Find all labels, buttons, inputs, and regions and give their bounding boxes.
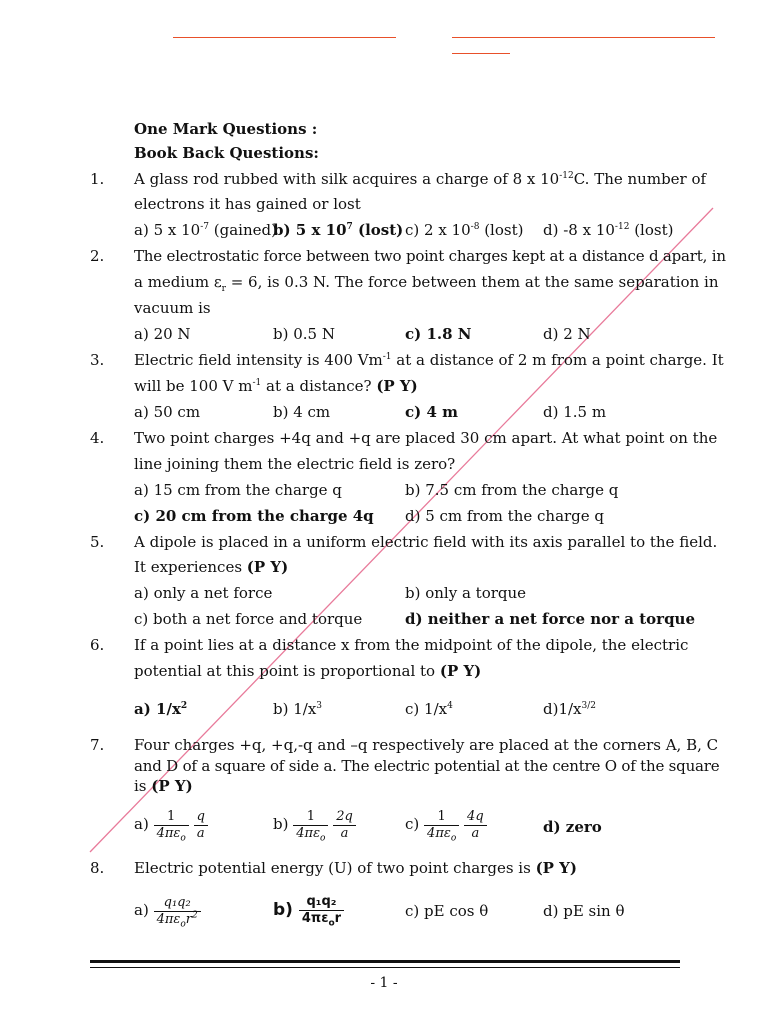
question-number: 8. — [90, 859, 105, 877]
option-a: a) 15 cm from the charge q — [134, 481, 342, 499]
option-c: c) pE cos θ — [405, 902, 489, 920]
question-6-text-cont: potential at this point is proportional to (P Y) — [134, 662, 482, 680]
question-number: 6. — [90, 636, 105, 654]
footer-rule-thin — [90, 967, 680, 968]
fraction: $\frac{1}{4\pi\varepsilon_o}$ — [154, 809, 189, 842]
question-8-text: Electric potential energy (U) of two point charges is (P Y) — [134, 859, 577, 877]
option-b: b) 4 cm — [273, 403, 331, 421]
question-1-text: A glass rod rubbed with silk acquires a charge of 8 x $10^{-12}C$. The number of — [134, 170, 707, 188]
question-1-text-cont: electrons it has gained or lost — [134, 195, 361, 213]
question-number: 4. — [90, 429, 105, 447]
fraction: $\frac{2q}{a}$ — [333, 809, 356, 842]
option-d: d) -8 x $10^{-12}$ (lost) — [543, 221, 674, 239]
question-4-text-cont: line joining them the electric field is zero? — [134, 455, 456, 473]
question-2-text: The electrostatic force between two point charges kept at a distance d apart, in — [134, 247, 726, 265]
option-d: d) 5 cm from the charge q — [405, 507, 605, 525]
option-c: c) 2 x $10^{-8}$ (lost) — [405, 221, 524, 239]
option-a: a) 20 N — [134, 325, 191, 343]
option-d-answer: d) neither a net force nor a torque — [405, 610, 696, 628]
option-b-answer: b) 5 x $10^7$ (lost) — [273, 221, 404, 239]
question-7-text-cont: and D of a square of side a. The electric potential at the centre O of the square — [134, 757, 720, 775]
option-c: c) $\frac{1}{4\pi\varepsilon_o}$ $\frac{4q}{a}$ — [405, 804, 487, 844]
question-5-text-cont: It experiences (P Y) — [134, 558, 289, 576]
question-7-text-cont: is (P Y) — [134, 777, 193, 795]
option-a: a) only a net force — [134, 584, 273, 602]
option-a: a) $\frac{1}{4\pi\varepsilon_o}$ $\frac{q}{a}$ — [134, 804, 208, 844]
option-b-answer: b) $\frac{\text{q₁q₂}}{4\pi\varepsilon_or}$ — [273, 888, 344, 932]
option-d: d) pE sin θ — [543, 902, 625, 920]
question-6-text: If a point lies at a distance x from the midpoint of the dipole, the electric — [134, 636, 689, 654]
option-b: b) 0.5 N — [273, 325, 335, 343]
page-number: - 1 - — [370, 975, 398, 991]
question-number: 3. — [90, 351, 105, 369]
question-number: 2. — [90, 247, 105, 265]
option-b: b) $\frac{1}{4\pi\varepsilon_o}$ $\frac{2q}{a}$ — [273, 804, 356, 844]
option-b: b) $1/x^3$ — [273, 700, 323, 718]
question-number: 1. — [90, 170, 105, 188]
option-c: c) $1/x^4$ — [405, 700, 453, 718]
question-3-text-cont: will be 100 V $m^{-1}$ at a distance? (P Y) — [134, 377, 418, 395]
fraction: $\frac{4q}{a}$ — [464, 809, 487, 842]
option-d: $d)1/x^{3/2}$ — [543, 700, 596, 718]
question-number: 7. — [90, 736, 105, 754]
section-title: One Mark Questions : — [134, 120, 318, 138]
question-3-text: Electric field intensity is 400 $Vm^{-1}$ at a distance of 2 m from a point charge. It — [134, 351, 724, 369]
option-a: a) $\frac{\text{q₁q₂}}{4\pi\varepsilon_or^2}$ — [134, 888, 201, 932]
option-d-answer: d) zero — [543, 818, 602, 836]
section-subtitle: Book Back Questions: — [134, 144, 319, 162]
fraction: $\frac{\text{q₁q₂}}{4\pi\varepsilon_or}$ — [299, 894, 344, 927]
option-b: b) 7.5 cm from the charge q — [405, 481, 619, 499]
option-d: d) 1.5 m — [543, 403, 607, 421]
question-5-text: A dipole is placed in a uniform electric field with its axis parallel to the field. — [134, 533, 718, 551]
option-c-answer: c) 20 cm from the charge 4q — [134, 507, 374, 525]
option-c-answer: c) 4 m — [405, 403, 458, 421]
footer-rule-thick — [90, 960, 680, 963]
fraction: $\frac{\text{q₁q₂}}{4\pi\varepsilon_or^2}$ — [154, 895, 201, 928]
fraction: $\frac{1}{4\pi\varepsilon_o}$ — [293, 809, 328, 842]
question-7-text: Four charges +q, +q,-q and –q respectively are placed at the corners A, B, C — [134, 736, 719, 754]
option-d: d) 2 N — [543, 325, 591, 343]
question-number: 5. — [90, 533, 105, 551]
option-b: b) only a torque — [405, 584, 527, 602]
option-c-answer: c) 1.8 N — [405, 325, 472, 343]
question-4-text: Two point charges +4q and +q are placed 30 cm apart. At what point on the — [134, 429, 718, 447]
fraction: $\frac{1}{4\pi\varepsilon_o}$ — [424, 809, 459, 842]
option-c: c) both a net force and torque — [134, 610, 363, 628]
option-a: a) 5 x $10^{-7}$ (gained) — [134, 221, 277, 239]
question-2-text-cont: vacuum is — [134, 299, 211, 317]
question-2-text-cont: a medium $\varepsilon_r = 6$, is 0.3 N. The force between them at the same separation in — [134, 273, 719, 294]
option-a-answer: a) $1/x^2$ — [134, 700, 188, 718]
fraction: $\frac{q}{a}$ — [194, 809, 208, 842]
option-a: a) 50 cm — [134, 403, 201, 421]
